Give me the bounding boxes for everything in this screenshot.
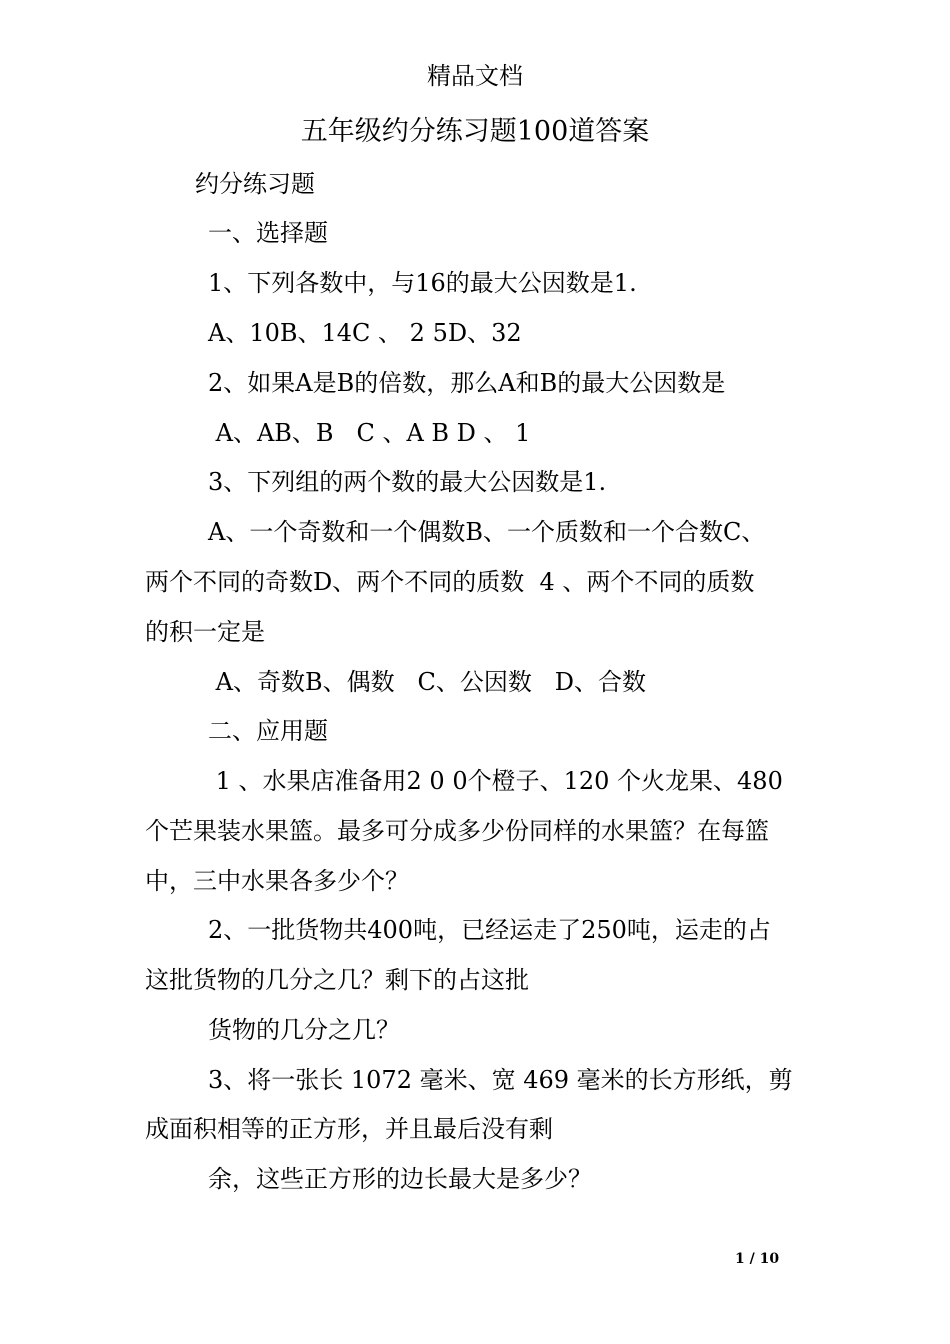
- question-4-line2: 的积一定是: [145, 618, 265, 646]
- page-number: 1 / 10: [735, 1251, 780, 1267]
- application-1-line3: 中，三中水果各多少个？: [145, 867, 409, 895]
- subsection-heading-application: 二、应用题: [208, 717, 328, 745]
- application-3-line1: 3、将一张长 1072 毫米、宽 469 毫米的长方形纸，剪: [208, 1066, 793, 1094]
- question-2-options: A、AB、B C 、A B D 、 1: [208, 419, 531, 447]
- document-title: 五年级约分练习题100道答案: [300, 116, 650, 147]
- section-heading: 约分练习题: [195, 170, 315, 198]
- application-2-line1: 2、一批货物共400吨，已经运走了250吨，运走的占: [208, 916, 771, 944]
- question-1-options: A、10B、14C 、 2 5D、32: [208, 319, 522, 347]
- subsection-heading-choice: 一、选择题: [208, 219, 328, 247]
- application-2-line3: 货物的几分之几？: [208, 1016, 400, 1044]
- application-1-line1: 1 、水果店准备用2 0 0个橙子、120 个火龙果、480: [208, 767, 783, 795]
- question-3-options-line1: A、一个奇数和一个偶数B、一个质数和一个合数C、: [208, 518, 766, 546]
- question-3-options-line2: 两个不同的奇数D、两个不同的质数 4 、两个不同的质数: [145, 568, 755, 596]
- page-header: 精品文档: [427, 62, 523, 90]
- question-1: 1、下列各数中，与16的最大公因数是1.: [208, 269, 637, 297]
- question-2: 2、如果A是B的倍数，那么A和B的最大公因数是: [208, 369, 726, 397]
- application-3-line2: 成面积相等的正方形，并且最后没有剩: [145, 1115, 553, 1143]
- application-1-line2: 个芒果装水果篮。最多可分成多少份同样的水果篮？在每篮: [145, 817, 769, 845]
- application-3-line3: 余，这些正方形的边长最大是多少？: [208, 1165, 592, 1193]
- question-3: 3、下列组的两个数的最大公因数是1.: [208, 468, 607, 496]
- application-2-line2: 这批货物的几分之几？剩下的占这批: [145, 966, 529, 994]
- question-4-options: A、奇数B、偶数 C、公因数 D、合数: [208, 668, 646, 696]
